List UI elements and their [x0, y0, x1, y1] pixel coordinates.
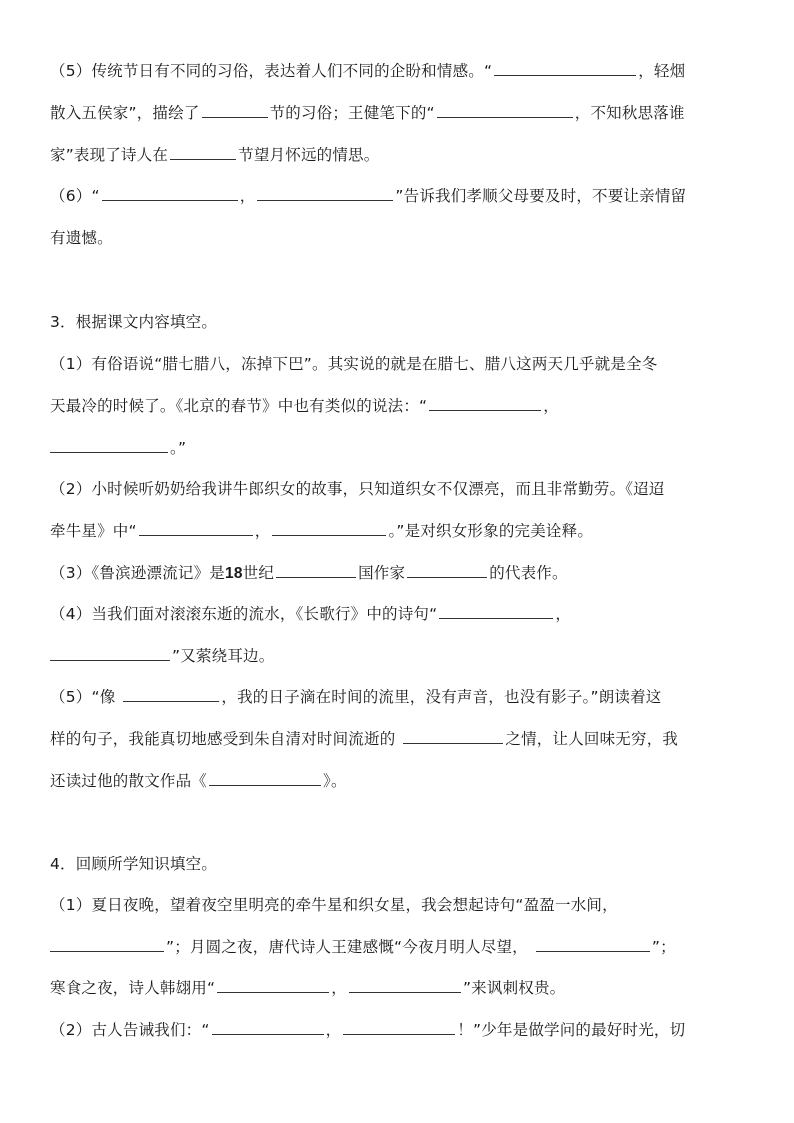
text: 寒食之夜，诗人韩翃用“ [50, 979, 216, 997]
s3-item1-line3 [50, 437, 750, 459]
text: 散入五侯家”，描绘了 [50, 104, 200, 122]
answer-blank[interactable] [276, 563, 356, 578]
text: 国作家 [358, 564, 406, 582]
text: 》。 [323, 772, 347, 790]
s3-item2-line1 [50, 478, 750, 500]
text: 。”是对织女形象的完美诠释。 [388, 522, 594, 540]
text: ，不知秋思落谁 [574, 104, 685, 122]
text: ， [331, 979, 347, 997]
answer-blank[interactable] [50, 438, 168, 453]
text: ， [239, 187, 256, 205]
s3-item1-line2 [50, 395, 750, 417]
answer-blank[interactable] [272, 521, 386, 536]
answer-blank[interactable] [139, 521, 253, 536]
text: ， [325, 1021, 342, 1039]
answer-blank[interactable] [217, 978, 329, 993]
text: 家”表现了诗人在 [50, 146, 169, 164]
text: （4）当我们面对滚滚东逝的流水，《长歌行》中的诗句“ [50, 605, 438, 623]
answer-blank[interactable] [403, 729, 503, 744]
text: ， [543, 397, 559, 415]
text: 世纪 [242, 564, 275, 582]
answer-blank[interactable] [50, 646, 170, 661]
question-title: 4．回顾所学知识填空。 [50, 855, 218, 873]
text: ”； [651, 938, 676, 956]
text: （2）古人告诫我们：“ [50, 1021, 210, 1039]
text: ，轻烟 [638, 62, 686, 80]
text: 的代表作。 [489, 564, 568, 582]
answer-blank[interactable] [536, 937, 650, 952]
text: ”又萦绕耳边。 [172, 647, 275, 665]
text: 天最冷的时候了。《北京的春节》中也有类似的说法：“ [50, 397, 428, 415]
text: 之情，让人回味无穷，我 [505, 730, 679, 748]
century-number: 18 [225, 565, 243, 582]
s2-item5-line1 [50, 60, 750, 82]
s4-item1-line3 [50, 977, 750, 999]
text: 节的习俗；王健笔下的“ [269, 104, 435, 122]
answer-blank[interactable] [349, 978, 461, 993]
answer-blank[interactable] [437, 103, 573, 118]
text: ”告诉我们孝顺父母要及时，不要让亲情留 [395, 187, 687, 205]
s3-item3-line1 [50, 562, 750, 585]
text: ！”少年是做学问的最好时光，切 [457, 1021, 686, 1039]
text: （5）传统节日有不同的习俗，表达着人们不同的企盼和情感。“ [50, 62, 493, 80]
s3-item1-line1 [50, 353, 750, 375]
answer-blank[interactable] [202, 103, 268, 118]
text: ， [555, 605, 572, 623]
answer-blank[interactable] [50, 937, 164, 952]
s4-item1-line1 [50, 894, 750, 916]
text: （2）小时候听奶奶给我讲牛郎织女的故事，只知道织女不仅漂亮，而且非常勤劳。《迢迢 [50, 480, 665, 498]
answer-blank[interactable] [429, 396, 541, 411]
s3-item4-line1 [50, 603, 750, 625]
text: （5）“像 [50, 688, 116, 706]
text: ”来讽刺权贵。 [462, 979, 566, 997]
answer-blank[interactable] [407, 563, 487, 578]
text: 。” [170, 439, 187, 457]
s2-item5-line2 [50, 102, 750, 124]
text: 节望月怀远的情思。 [238, 146, 380, 164]
s2-item6-line1 [50, 185, 750, 207]
text: 还读过他的散文作品《 [50, 772, 208, 790]
s3-item5-line3 [50, 770, 750, 792]
s4-item2-line1 [50, 1019, 750, 1041]
answer-blank[interactable] [343, 1020, 455, 1035]
s3-item2-line2 [50, 520, 750, 542]
text: ，我的日子滴在时间的流里，没有声音，也没有影子。”朗读着这 [221, 688, 662, 706]
s3-item4-line2 [50, 645, 750, 667]
s2-item6-line2 [50, 227, 750, 249]
answer-blank[interactable] [257, 186, 393, 201]
s4-item1-line2 [50, 936, 750, 958]
s3-item5-line1 [50, 686, 750, 708]
answer-blank[interactable] [102, 186, 238, 201]
answer-blank[interactable] [209, 771, 321, 786]
section-3-title [50, 311, 750, 333]
answer-blank[interactable] [494, 61, 636, 76]
answer-blank[interactable] [170, 145, 236, 160]
text: 牵牛星》中“ [50, 522, 137, 540]
text: （1）夏日夜晚，望着夜空里明亮的牵牛星和织女星，我会想起诗句“盈盈一水间， [50, 896, 618, 914]
text: 样的句子，我能真切地感受到朱自清对时间流逝的 [50, 730, 396, 748]
text: （1）有俗语说“腊七腊八，冻掉下巴”。其实说的就是在腊七、腊八这两天几乎就是全冬 [50, 355, 658, 373]
text: ”；月圆之夜，唐代诗人王建感慨“今夜月明人尽望， [166, 938, 528, 956]
question-title: 3．根据课文内容填空。 [50, 313, 218, 331]
answer-blank[interactable] [212, 1020, 324, 1035]
text: （3）《鲁滨逊漂流记》是 [50, 564, 226, 582]
s3-item5-line2 [50, 728, 750, 750]
text: 有遗憾。 [50, 229, 113, 247]
text: （6）“ [50, 187, 100, 205]
s2-item5-line3 [50, 144, 750, 166]
answer-blank[interactable] [123, 687, 219, 702]
text: ， [254, 522, 271, 540]
answer-blank[interactable] [439, 604, 553, 619]
section-4-title [50, 853, 750, 875]
